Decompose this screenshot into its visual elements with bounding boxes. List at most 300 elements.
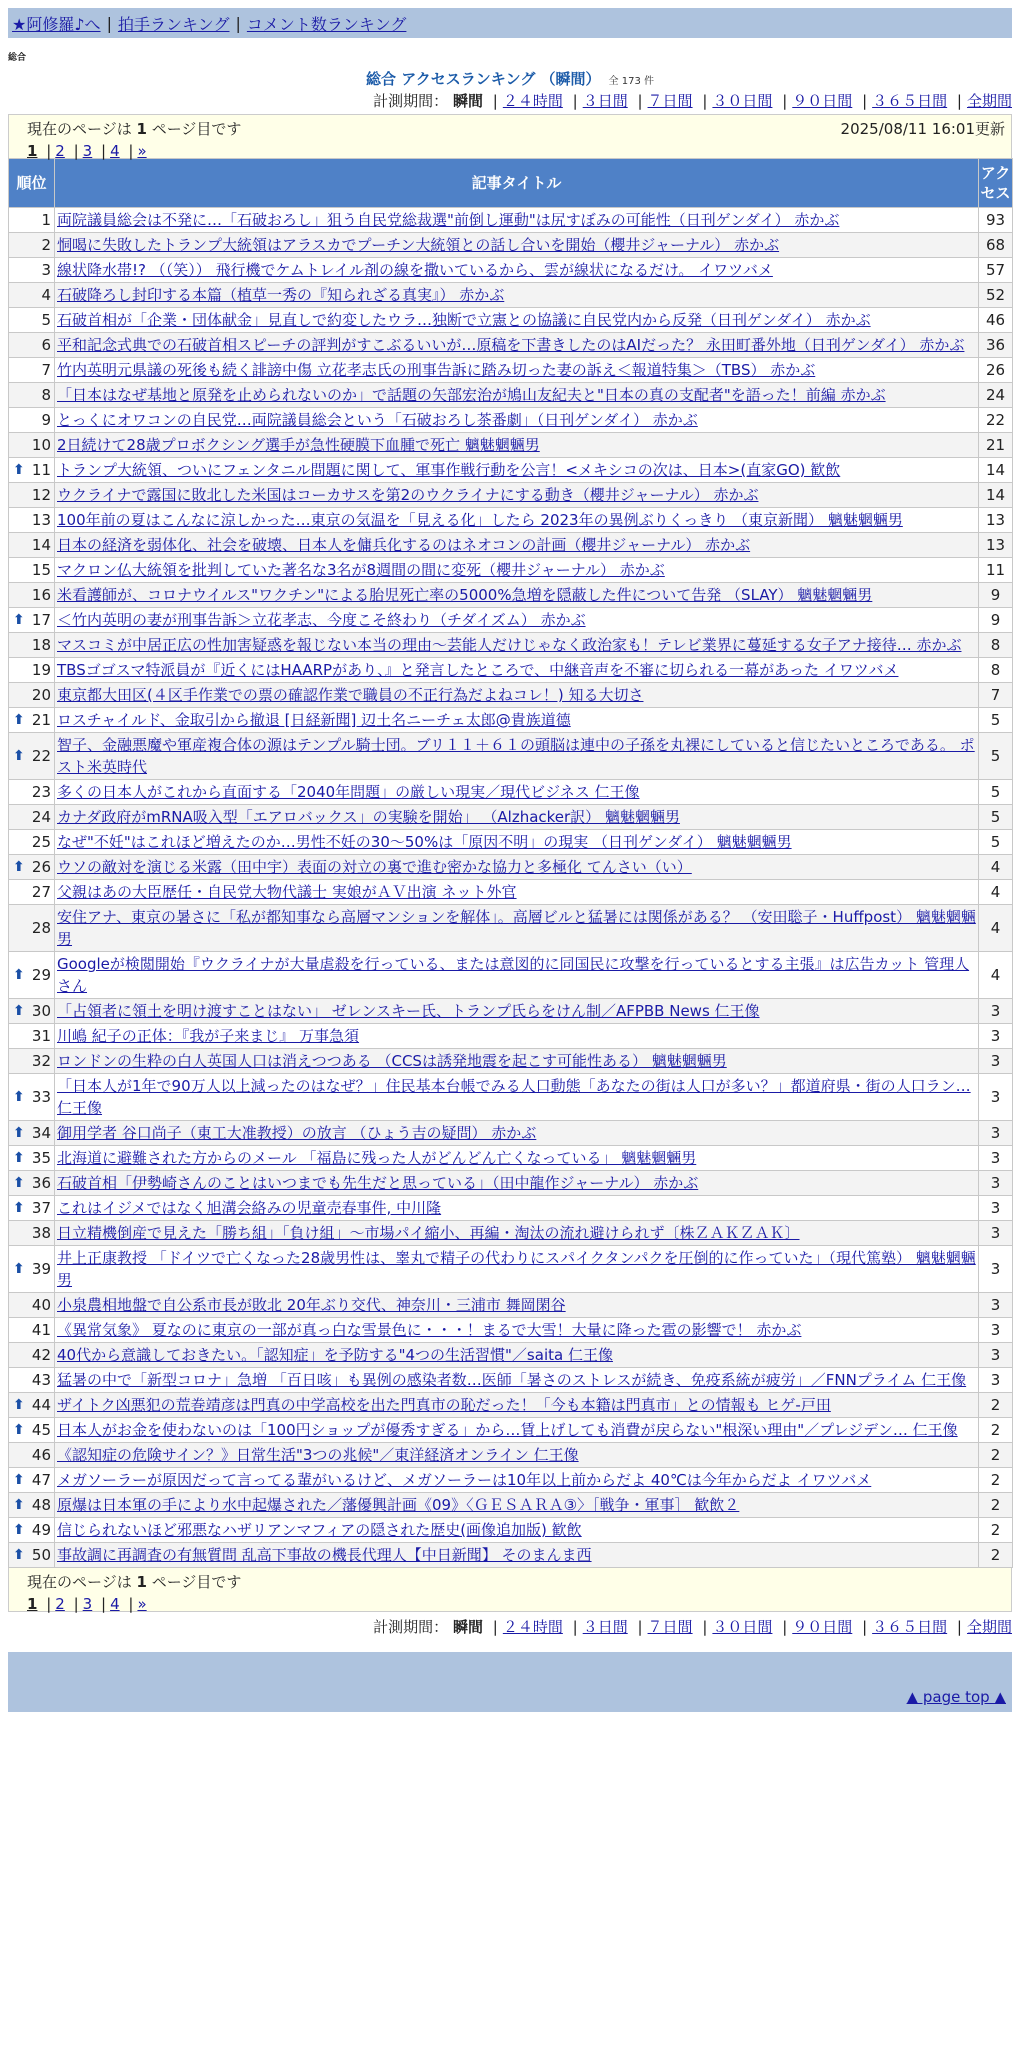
pager-next-link[interactable]: » — [137, 142, 147, 160]
article-link[interactable]: 米看護師が、コロナウイルス"ワクチン"による胎児死亡率の5000%急増を隠蔽した件について告発 （SLAY） 魑魅魍魎男 — [57, 586, 873, 604]
title-cell — [55, 999, 979, 1024]
access-count: 4 — [979, 952, 1013, 999]
rank-cell — [9, 1343, 55, 1368]
access-count: 8 — [979, 658, 1013, 683]
table-row — [9, 1024, 1013, 1049]
rank-cell — [9, 1246, 55, 1293]
article-link[interactable]: 両院議員総会は不発に…「石破おろし」狙う自民党総裁選"前倒し運動"は尻すぼみの可能性（日刊ゲンダイ） 赤かぶ — [57, 211, 840, 229]
table-row — [9, 952, 1013, 999]
rank-number: 43 — [31, 1371, 51, 1389]
access-count: 3 — [979, 1171, 1013, 1196]
access-count: 9 — [979, 608, 1013, 633]
rank-number: 10 — [31, 436, 51, 454]
title-cell — [55, 358, 979, 383]
article-link[interactable]: マスコミが中居正広の性加害疑惑を報じない本当の理由～芸能人だけじゃなく政治家も！テレビ業界に蔓延する女子アナ接待… 赤かぶ — [57, 636, 962, 654]
article-link[interactable]: 恫喝に失敗したトランプ大統領はアラスカでプーチン大統領との話し合いを開始（櫻井ジャーナル） 赤かぶ — [57, 236, 780, 254]
rank-cell — [9, 1146, 55, 1171]
access-count: 7 — [979, 683, 1013, 708]
article-link[interactable]: 安住アナ、東京の暑さに「私が都知事なら高層マンションを解体」。高層ビルと猛暑には関係がある？ （安田聡子・Huffpost） 魑魅魍魎男 — [57, 908, 976, 948]
article-link[interactable]: ＜竹内英明の妻が刑事告訴＞立花孝志、今度こそ終わり（チダイズム） 赤かぶ — [57, 611, 586, 629]
period-link[interactable]: ３６５日間 — [872, 92, 948, 110]
rank-number: 13 — [31, 511, 51, 529]
title-cell — [55, 1318, 979, 1343]
article-link[interactable]: ロンドンの生粋の白人英国人口は消えつつある （CCSは誘発地震を起こす可能性ある） 魑魅魍魎男 — [57, 1052, 727, 1070]
table-row — [9, 633, 1013, 658]
rank-cell — [9, 308, 55, 333]
article-link[interactable]: TBSゴゴスマ特派員が『近くにはHAARPがあり、』と発言したところで、中継音声を不審に切られる一幕があった イワツバメ — [57, 661, 899, 679]
access-count: 68 — [979, 233, 1013, 258]
article-link[interactable]: 2日続けて28歳プロボクシング選手が急性硬膜下血腫で死亡 魑魅魍魎男 — [57, 436, 540, 454]
period-selector-bottom: 計測期間： 瞬間 | ２４時間 | ３日間 | ７日間 | ３０日間 | ９０日間 | ３６５日間 | 全期間 — [373, 1618, 1012, 1636]
rank-up-arrow-icon: ⬆ — [13, 1472, 25, 1488]
rank-up-arrow-icon: ⬆ — [13, 1522, 25, 1538]
separator: | — [235, 13, 241, 33]
period-link[interactable]: ２４時間 — [502, 1618, 563, 1636]
rank-number: 21 — [31, 711, 51, 729]
table-row — [9, 905, 1013, 952]
page-top-link[interactable]: ▲ page top ▲ — [906, 1688, 1006, 1706]
article-link[interactable]: ザイトク凶悪犯の荒巻靖彦は門真の中学高校を出た門真市の恥だった！「今も本籍は門真市」との情報も ヒゲ-戸田 — [57, 1396, 831, 1414]
article-link[interactable]: 《認知症の危険サイン？》日常生活"3つの兆候"／東洋経済オンライン 仁王像 — [57, 1446, 579, 1464]
rank-cell — [9, 805, 55, 830]
title-cell — [55, 558, 979, 583]
title-cell — [55, 1024, 979, 1049]
rank-number: 14 — [31, 536, 51, 554]
article-link[interactable]: 日本人がお金を使わないのは「100円ショップが優秀すぎる」から…賃上げしても消費が戻らない"根深い理由"／プレジデン… 仁王像 — [57, 1421, 958, 1439]
rank-cell — [9, 905, 55, 952]
rank-number: 45 — [31, 1421, 51, 1439]
access-count: 52 — [979, 283, 1013, 308]
rank-up-arrow-icon: ⬆ — [13, 1125, 25, 1141]
table-row — [9, 1468, 1013, 1493]
rank-number: 12 — [31, 486, 51, 504]
col-header-title: 記事タイトル — [55, 159, 979, 208]
rank-cell — [9, 1493, 55, 1518]
article-link[interactable]: 「日本人が1年で90万人以上減ったのはなぜ？」住民基本台帳でみる人口動態「あなたの街は人口が多い？」都道府県・街の人口ラン… 仁王像 — [57, 1077, 971, 1117]
pager-link[interactable]: 2 — [55, 142, 65, 160]
rank-up-arrow-icon: ⬆ — [13, 712, 25, 728]
clap-ranking-link[interactable]: 拍手ランキング — [117, 14, 230, 34]
title-cell — [55, 855, 979, 880]
page-info-top — [8, 114, 1012, 158]
rank-cell — [9, 1418, 55, 1443]
period-link[interactable]: ９０日間 — [792, 92, 853, 110]
title-cell — [55, 1418, 979, 1443]
table-row — [9, 1493, 1013, 1518]
rank-cell — [9, 233, 55, 258]
table-row — [9, 283, 1013, 308]
table-row — [9, 533, 1013, 558]
table-row — [9, 999, 1013, 1024]
pager-current: 1 — [27, 142, 38, 160]
article-link[interactable]: 智子、金融悪魔や軍産複合体の源はテンプル騎士団。ブリ１１＋６１の頭脳は連中の子孫を丸裸にしていると信じたいところである。 ポスト米英時代 — [57, 736, 975, 776]
access-count: 5 — [979, 805, 1013, 830]
rank-up-arrow-icon: ⬆ — [13, 1261, 25, 1277]
rank-number: 2 — [41, 236, 51, 254]
pager-link[interactable]: 3 — [82, 142, 93, 160]
access-count: 4 — [979, 880, 1013, 905]
rank-number: 16 — [31, 586, 51, 604]
article-link[interactable]: 平和記念式典での石破首相スピーチの評判がすこぶるいいが…原稿を下書きしたのはAIだった？ 永田町番外地（日刊ゲンダイ） 赤かぶ — [57, 336, 965, 354]
access-count: 2 — [979, 1543, 1013, 1568]
rank-up-arrow-icon: ⬆ — [13, 1547, 25, 1563]
access-count: 3 — [979, 1196, 1013, 1221]
title-cell — [55, 830, 979, 855]
pager-link[interactable]: 3 — [82, 1595, 93, 1613]
article-link[interactable]: 御用学者 谷口尚子（東工大准教授）の放言 （ひょう吉の疑問） 赤かぶ — [57, 1124, 537, 1142]
rank-cell — [9, 508, 55, 533]
access-count: 36 — [979, 333, 1013, 358]
home-link[interactable]: ★阿修羅♪へ — [12, 14, 101, 34]
period-label: 計測期間： — [373, 1618, 449, 1636]
access-count: 4 — [979, 855, 1013, 880]
access-count: 14 — [979, 483, 1013, 508]
rank-up-arrow-icon: ⬆ — [13, 1497, 25, 1513]
col-header-rank: 順位 — [9, 159, 55, 208]
title-cell — [55, 952, 979, 999]
table-row — [9, 583, 1013, 608]
title-cell — [55, 683, 979, 708]
rank-number: 9 — [41, 411, 51, 429]
rank-number: 42 — [31, 1346, 51, 1364]
title-cell — [55, 1049, 979, 1074]
rank-up-arrow-icon: ⬆ — [13, 748, 25, 764]
rank-cell — [9, 880, 55, 905]
access-count: 8 — [979, 633, 1013, 658]
access-count: 2 — [979, 1418, 1013, 1443]
rank-number: 49 — [31, 1521, 51, 1539]
title-cell — [55, 1368, 979, 1393]
category-label: 総合 — [8, 53, 27, 63]
rank-up-arrow-icon: ⬆ — [13, 1397, 25, 1413]
title-cell — [55, 333, 979, 358]
rank-cell — [9, 358, 55, 383]
table-row — [9, 258, 1013, 283]
table-row — [9, 1049, 1013, 1074]
total-count: 全 173 件 — [608, 76, 654, 87]
rank-number: 6 — [41, 336, 51, 354]
pager-link[interactable]: 4 — [110, 1595, 120, 1613]
title-cell — [55, 1543, 979, 1568]
article-link[interactable]: マクロン仏大統領を批判していた著名な3名が8週間の間に変死（櫻井ジャーナル） 赤かぶ — [57, 561, 665, 579]
article-link[interactable]: 原爆は日本軍の手により水中起爆された／藩優興計画《09》〈ＧＥＳＡＲＡ③〉［戦争・軍事］ 歓飲２ — [57, 1496, 740, 1514]
title-cell — [55, 383, 979, 408]
access-count: 3 — [979, 1368, 1013, 1393]
access-count: 5 — [979, 830, 1013, 855]
title-cell — [55, 1293, 979, 1318]
article-link[interactable]: 信じられないほど邪悪なハザリアンマフィアの隠された歴史(画像追加版) 歓飲 — [57, 1521, 582, 1539]
rank-number: 27 — [31, 883, 51, 901]
rank-number: 3 — [41, 261, 51, 279]
article-link[interactable]: 事故調に再調査の有無質問 乱高下事故の機長代理人【中日新聞】 そのまんま西 — [57, 1546, 592, 1564]
rank-cell — [9, 633, 55, 658]
rank-cell — [9, 1121, 55, 1146]
period-link[interactable]: 全期間 — [966, 1618, 1012, 1636]
table-row — [9, 233, 1013, 258]
title-cell — [55, 733, 979, 780]
rank-number: 5 — [41, 311, 51, 329]
period-link[interactable]: ３日間 — [582, 92, 628, 110]
table-row — [9, 508, 1013, 533]
rank-cell — [9, 780, 55, 805]
rank-number: 46 — [31, 1446, 51, 1464]
title-cell — [55, 633, 979, 658]
title-cell — [55, 658, 979, 683]
title-cell — [55, 458, 979, 483]
period-link[interactable]: ３０日間 — [712, 92, 773, 110]
article-link[interactable]: ウソの敵対を演じる米露（田中宇）表面の対立の裏で進む密かな協力と多極化 てんさい（い） — [57, 858, 692, 876]
article-link[interactable]: 線状降水帯!? （（笑）） 飛行機でケムトレイル剤の線を撒いているから、雲が線状になるだけ。 イワツバメ — [57, 261, 773, 279]
rank-up-arrow-icon: ⬆ — [13, 859, 25, 875]
article-link[interactable]: 石破首相「伊勢崎さんのことはいつまでも先生だと思っている」（田中龍作ジャーナル） 赤かぶ — [57, 1174, 699, 1192]
rank-number: 20 — [31, 686, 51, 704]
title-cell — [55, 533, 979, 558]
rank-number: 26 — [31, 858, 51, 876]
access-count: 93 — [979, 208, 1013, 233]
table-row — [9, 1318, 1013, 1343]
period-link[interactable]: ７日間 — [647, 92, 693, 110]
rank-number: 39 — [31, 1260, 51, 1278]
rank-up-arrow-icon: ⬆ — [13, 1089, 25, 1105]
comment-ranking-link[interactable]: コメント数ランキング — [246, 14, 407, 34]
rank-number: 11 — [31, 461, 51, 479]
article-link[interactable]: Googleが検閲開始『ウクライナが大量虐殺を行っている、または意図的に同国民に攻撃を行っているとする主張』は広告カット 管理人さん — [57, 955, 970, 995]
rank-number: 4 — [41, 286, 51, 304]
rank-cell — [9, 1171, 55, 1196]
top-nav-bar — [8, 8, 1012, 38]
rank-cell — [9, 433, 55, 458]
rank-up-arrow-icon: ⬆ — [13, 612, 25, 628]
period-link[interactable]: ９０日間 — [792, 1618, 853, 1636]
title-cell — [55, 583, 979, 608]
table-row — [9, 208, 1013, 233]
access-count: 4 — [979, 905, 1013, 952]
title-cell — [55, 1196, 979, 1221]
title-cell — [55, 258, 979, 283]
table-row — [9, 1246, 1013, 1293]
rank-number: 41 — [31, 1321, 51, 1339]
rank-number: 37 — [31, 1199, 51, 1217]
pager-next-link[interactable]: » — [137, 1595, 147, 1613]
rank-number: 24 — [31, 808, 51, 826]
access-count: 5 — [979, 780, 1013, 805]
period-current: 瞬間 — [452, 1618, 483, 1636]
article-link[interactable]: 竹内英明元県議の死後も続く誹謗中傷 立花孝志氏の刑事告訴に踏み切った妻の訴え＜報道特集＞（TBS） 赤かぶ — [57, 361, 816, 379]
article-link[interactable]: 川嶋 紀子の正体：『我が子来まじ』 万事急須 — [57, 1027, 360, 1045]
access-count: 3 — [979, 1343, 1013, 1368]
article-link[interactable]: 猛暑の中で「新型コロナ」急増 「百日咳」も異例の感染者数…医師「暑さのストレスが続き、免疫系統が疲労」／FNNプライム 仁王像 — [57, 1371, 967, 1389]
table-row — [9, 1121, 1013, 1146]
period-link[interactable]: ３日間 — [582, 1618, 628, 1636]
article-link[interactable]: ロスチャイルド、金取引から撤退 [日経新聞] 辺土名ニーチェ太郎@貴族道德 — [57, 711, 571, 729]
article-link[interactable]: これはイジメではなく旭溝会絡みの児童売春事件, 中川隆 — [57, 1199, 442, 1217]
rank-number: 47 — [31, 1471, 51, 1489]
period-selector-top: 計測期間： 瞬間 | ２４時間 | ３日間 | ７日間 | ３０日間 | ９０日間 | ３６５日間 | 全期間 — [373, 92, 1012, 110]
access-count: 3 — [979, 1146, 1013, 1171]
table-row — [9, 780, 1013, 805]
rank-number: 28 — [31, 919, 51, 937]
table-row — [9, 1343, 1013, 1368]
table-row — [9, 708, 1013, 733]
article-link[interactable]: 北海道に避難された方からのメール 「福島に残った人がどんどん亡くなっている」 魑魅魍魎男 — [57, 1149, 697, 1167]
rank-number: 50 — [31, 1546, 51, 1564]
title-cell — [55, 1468, 979, 1493]
rank-cell — [9, 1293, 55, 1318]
article-link[interactable]: 「日本はなぜ基地と原発を止められないのか」で話題の矢部宏治が鳩山友紀夫と"日本の真の支配者"を語った！前編 赤かぶ — [57, 386, 886, 404]
rank-cell — [9, 608, 55, 633]
article-link[interactable]: 「占領者に領土を明け渡すことはない」 ゼレンスキー氏、トランプ氏らをけん制／AFPBB News 仁王像 — [57, 1002, 760, 1020]
table-row — [9, 1146, 1013, 1171]
table-row — [9, 1074, 1013, 1121]
access-count: 3 — [979, 1049, 1013, 1074]
rank-number: 30 — [31, 1002, 51, 1020]
table-row — [9, 1196, 1013, 1221]
access-count: 3 — [979, 1246, 1013, 1293]
table-row — [9, 1518, 1013, 1543]
rank-number: 29 — [31, 966, 51, 984]
pager-link[interactable]: 4 — [110, 142, 120, 160]
title-cell — [55, 880, 979, 905]
rank-up-arrow-icon: ⬆ — [13, 1422, 25, 1438]
rank-number: 32 — [31, 1052, 51, 1070]
rank-number: 34 — [31, 1124, 51, 1142]
article-link[interactable]: 日本の経済を弱体化、社会を破壊、日本人を傭兵化するのはネオコンの計画（櫻井ジャーナル） 赤かぶ — [57, 536, 751, 554]
rank-cell — [9, 1368, 55, 1393]
article-link[interactable]: 父親はあの大臣歴任・自民党大物代議士 実娘がＡＶ出演 ネット外官 — [57, 883, 517, 901]
rank-cell — [9, 1074, 55, 1121]
title-cell — [55, 1246, 979, 1293]
article-link[interactable]: なぜ"不妊"はこれほど増えたのか…男性不妊の30～50%は「原因不明」の現実 （日刊ゲンダイ） 魑魅魍魎男 — [57, 833, 792, 851]
rank-number: 44 — [31, 1396, 51, 1414]
table-row — [9, 1443, 1013, 1468]
article-link[interactable]: メガソーラーが原因だって言ってる輩がいるけど、メガソーラーは10年以上前からだよ 40℃は今年からだよ イワツバメ — [57, 1471, 872, 1489]
rank-cell — [9, 333, 55, 358]
article-link[interactable]: 40代から意識しておきたい。「認知症」を予防する"4つの生活習慣"／saita 仁王像 — [57, 1346, 613, 1364]
access-count: 21 — [979, 433, 1013, 458]
article-link[interactable]: トランプ大統領、ついにフェンタニル問題に関して、軍事作戦行動を公言！<メキシコの次は、日本>(直家GO) 歓飲 — [57, 461, 841, 479]
article-link[interactable]: 東京都大田区(４区手作業での票の確認作業で職員の不正行為だよねコレ！) 知る大切さ — [57, 686, 644, 704]
pager-link[interactable]: 2 — [55, 1595, 65, 1613]
table-row — [9, 408, 1013, 433]
rank-cell — [9, 1221, 55, 1246]
ranking-title: 総合 アクセスランキング （瞬間） — [366, 70, 601, 88]
article-link[interactable]: とっくにオワコンの自民党…両院議員総会という「石破おろし茶番劇」（日刊ゲンダイ） 赤かぶ — [57, 411, 698, 429]
article-link[interactable]: カナダ政府がmRNA吸入型「エアロバックス」の実験を開始」 （Alzhacker訳） 魑魅魍魎男 — [57, 808, 680, 826]
title-cell — [55, 608, 979, 633]
table-row — [9, 1393, 1013, 1418]
title-cell — [55, 1171, 979, 1196]
rank-cell — [9, 952, 55, 999]
rank-cell — [9, 258, 55, 283]
title-cell — [55, 1146, 979, 1171]
article-link[interactable]: 日立精機倒産で見えた「勝ち組」「負け組」～市場パイ縮小、再編・淘汰の流れ避けられず〔株ＺＡＫＺＡＫ〕 — [57, 1224, 800, 1242]
article-link[interactable]: 小泉農相地盤で自公系市長が敗北 20年ぶり交代、神奈川・三浦市 舞岡閑谷 — [57, 1296, 566, 1314]
page-info-text: 現在のページは 1 ページ目です — [27, 1573, 242, 1591]
period-link[interactable]: ３０日間 — [712, 1618, 773, 1636]
rank-cell — [9, 533, 55, 558]
title-cell — [55, 905, 979, 952]
access-count: 3 — [979, 1024, 1013, 1049]
title-cell — [55, 1221, 979, 1246]
title-cell — [55, 1121, 979, 1146]
rank-number: 7 — [41, 361, 51, 379]
title-cell — [55, 708, 979, 733]
table-row — [9, 483, 1013, 508]
table-row — [9, 1418, 1013, 1443]
rank-cell — [9, 1196, 55, 1221]
title-cell — [55, 508, 979, 533]
table-row — [9, 433, 1013, 458]
period-link[interactable]: ７日間 — [647, 1618, 693, 1636]
article-link[interactable]: 井上正康教授 「ドイツで亡くなった28歳男性は、睾丸で精子の代わりにスパイクタンパクを圧倒的に作っていた」（現代篤塾） 魑魅魍魎男 — [57, 1249, 976, 1289]
table-row — [9, 1543, 1013, 1568]
table-row — [9, 830, 1013, 855]
rank-cell — [9, 855, 55, 880]
footer-bar-bottom — [8, 1682, 1012, 1712]
access-count: 3 — [979, 1318, 1013, 1343]
title-cell — [55, 1343, 979, 1368]
title-cell — [55, 283, 979, 308]
article-link[interactable]: 石破降ろし封印する本篇（植草一秀の『知られざる真実』） 赤かぶ — [57, 286, 505, 304]
article-link[interactable]: 石破首相が「企業・団体献金」見直しで約変したウラ…独断で立憲との協議に自民党内から反発（日刊ゲンダイ） 赤かぶ — [57, 311, 871, 329]
article-link[interactable]: 多くの日本人がこれから直面する「2040年問題」の厳しい現実／現代ビジネス 仁王像 — [57, 783, 640, 801]
rank-number: 18 — [31, 636, 51, 654]
rank-cell — [9, 1443, 55, 1468]
access-count: 57 — [979, 258, 1013, 283]
rank-cell — [9, 708, 55, 733]
access-count: 46 — [979, 308, 1013, 333]
period-link[interactable]: ２４時間 — [502, 92, 563, 110]
access-count: 5 — [979, 733, 1013, 780]
table-row — [9, 658, 1013, 683]
table-row — [9, 733, 1013, 780]
rank-cell — [9, 208, 55, 233]
updated-time: 2025/08/11 16:01更新 — [840, 120, 1005, 138]
title-cell — [55, 1518, 979, 1543]
table-row — [9, 1221, 1013, 1246]
access-count: 2 — [979, 1443, 1013, 1468]
rank-cell — [9, 830, 55, 855]
access-count: 26 — [979, 358, 1013, 383]
rank-cell — [9, 1049, 55, 1074]
period-link[interactable]: 全期間 — [966, 92, 1012, 110]
rank-up-arrow-icon: ⬆ — [13, 1200, 25, 1216]
rank-cell — [9, 658, 55, 683]
rank-cell — [9, 458, 55, 483]
table-row — [9, 383, 1013, 408]
rank-up-arrow-icon: ⬆ — [13, 1003, 25, 1019]
article-link[interactable]: 《異常気象》 夏なのに東京の一部が真っ白な雪景色に・・・！まるで大雪！大量に降った雹の影響で！ 赤かぶ — [57, 1321, 802, 1339]
rank-number: 31 — [31, 1027, 51, 1045]
table-row — [9, 805, 1013, 830]
title-cell — [55, 1074, 979, 1121]
pager-current: 1 — [27, 1595, 38, 1613]
article-link[interactable]: 100年前の夏はこんなに涼しかった…東京の気温を「見える化」したら 2023年の異例ぶりくっきり （東京新聞） 魑魅魍魎男 — [57, 511, 903, 529]
title-cell — [55, 780, 979, 805]
title-cell — [55, 805, 979, 830]
rank-up-arrow-icon: ⬆ — [13, 1175, 25, 1191]
access-count: 3 — [979, 1221, 1013, 1246]
rank-up-arrow-icon: ⬆ — [13, 462, 25, 478]
rank-number: 17 — [31, 611, 51, 629]
article-link[interactable]: ウクライナで露国に敗北した米国はコーカサスを第2のウクライナにする動き（櫻井ジャーナル） 赤かぶ — [57, 486, 759, 504]
rank-cell — [9, 383, 55, 408]
rank-cell — [9, 1518, 55, 1543]
period-link[interactable]: ３６５日間 — [872, 1618, 948, 1636]
title-cell — [55, 208, 979, 233]
access-count: 3 — [979, 1293, 1013, 1318]
access-count: 2 — [979, 1468, 1013, 1493]
